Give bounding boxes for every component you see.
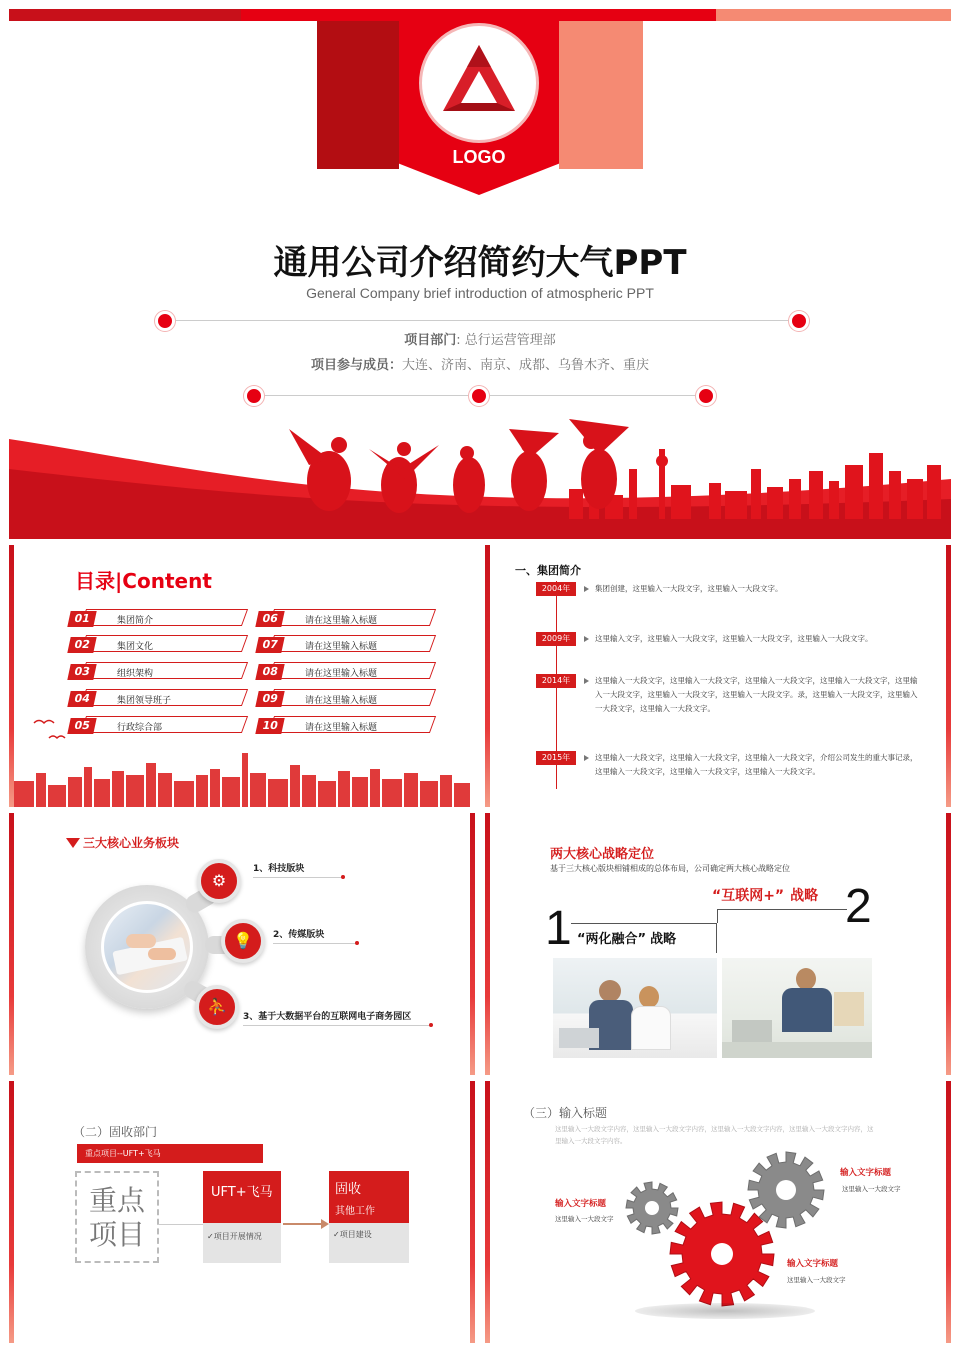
toc-item-frame	[80, 609, 248, 626]
logo-icon	[439, 41, 519, 117]
toc-item-label[interactable]: 请在这里输入标题	[305, 616, 378, 626]
toc-item-frame	[80, 716, 248, 733]
dept-arrow-head	[321, 1219, 329, 1229]
gear-shadow	[635, 1303, 815, 1319]
strategy-bracket-1	[571, 923, 717, 953]
dept-heading: （二）固收部门	[73, 1125, 158, 1139]
business-item-underline	[243, 1025, 429, 1026]
strategy-heading: 两大核心战略定位	[550, 847, 655, 862]
right-accent	[470, 813, 475, 1075]
business-item-dot	[429, 1023, 433, 1027]
members-value: 大连、济南、南京、成都、乌鲁木齐、重庆	[402, 358, 650, 373]
card-2-title: 固收	[335, 1182, 362, 1197]
business-item-dot	[355, 941, 359, 945]
business-item-label: 3、基于大数据平台的互联网电子商务园区	[243, 1012, 412, 1022]
toc-item-number: 07	[255, 637, 284, 653]
gears-slide	[485, 1081, 951, 1343]
timeline-text: 集团创建，这里输入一大段文字，这里输入一大段文字。	[595, 584, 783, 593]
business-item-label: 1、科技版块	[253, 864, 305, 874]
timeline-arrow	[584, 586, 589, 592]
timeline-arrow	[584, 636, 589, 642]
timeline-text: 这里输入一大段文字，这里输入一大段文字，这里输入一大段文字，这里输入一大段文字，这里输入一大段文字，这里输入一大段文字，这里输入一大段文字。录，这里输入一大段文字，这里输入一大段文字，这里输入一大段文字。	[595, 676, 918, 713]
cover-slide	[9, 9, 951, 539]
gears-desc: 这里输入一大段文字内容，这里输入一大段文字内容，这里输入一大段文字内容，这里输入一大段文字内容，这里输入一大段文字内容。	[555, 1125, 874, 1145]
card-2-item: ✓项目建设	[333, 1230, 372, 1239]
strategy-num-2: 2	[845, 880, 872, 933]
banner-left	[317, 21, 399, 169]
toc-item-number: 06	[255, 611, 284, 627]
banner-right	[559, 21, 643, 169]
toc-item-number: 08	[255, 664, 284, 680]
timeline-arrow	[584, 678, 589, 684]
card-1-title: UFT+飞马	[211, 1185, 273, 1200]
toc-item-number: 04	[67, 691, 96, 707]
office-photo-1	[553, 958, 717, 1058]
gear-label-bottom-sub: 这里输入一大段文字	[787, 1276, 846, 1284]
strategy-bracket-2	[717, 909, 847, 923]
timeline-text: 这里输入一大段文字，这里输入一大段文字，这里输入一大段文字，介绍公司发生的重大事记录，这里输入一大段文字，这里输入一大段文字，这里输入一大段文字。	[595, 753, 918, 776]
card-1-item: ✓项目开展情况	[207, 1232, 262, 1241]
toc-item-number: 09	[255, 691, 284, 707]
card-1-bottom	[203, 1223, 281, 1263]
toc-item-number: 01	[67, 611, 96, 627]
timeline-arrow	[584, 755, 589, 761]
business-heading: 三大核心业务板块	[83, 836, 180, 850]
business-item-dot	[341, 875, 345, 879]
gear-red-icon	[669, 1201, 775, 1307]
timeline-year-badge: 2009年	[536, 632, 576, 646]
cover-subtitle: General Company brief introduction of atmospheric PPT	[306, 285, 654, 301]
office-photo-2	[722, 958, 872, 1058]
left-accent	[485, 1081, 490, 1343]
divider-line	[165, 320, 799, 321]
left-accent	[485, 545, 490, 807]
toc-item-number: 03	[67, 664, 96, 680]
business-slide	[9, 813, 475, 1075]
toc-item-label[interactable]: 集团领导班子	[117, 696, 172, 706]
right-accent	[470, 1081, 475, 1343]
center-photo	[101, 901, 193, 993]
cover-title: 通用公司介绍简约大气PPT	[273, 243, 687, 283]
intro-slide	[485, 545, 951, 807]
left-accent	[485, 813, 490, 1075]
toc-item-label[interactable]: 请在这里输入标题	[305, 669, 378, 679]
business-item-underline	[253, 877, 341, 878]
divider-dot-right	[789, 311, 809, 331]
timeline-year-badge: 2015年	[536, 751, 576, 765]
toc-item-label[interactable]: 请在这里输入标题	[305, 723, 378, 733]
toc-title: 目录|Content	[75, 569, 212, 593]
toc-item-label[interactable]: 集团文化	[117, 642, 154, 652]
gear-label-left-title: 输入文字标题	[555, 1199, 607, 1209]
dept-value: : 总行运营管理部	[456, 333, 556, 348]
dept-arrow	[283, 1223, 323, 1225]
timeline-year-badge: 2004年	[536, 582, 576, 596]
cyclist-icon: ⛹	[195, 985, 239, 1029]
members-label: 项目参与成员：	[310, 358, 402, 373]
top-strip-dark	[9, 9, 241, 21]
strategy-label-2a: “互联网+”	[712, 888, 785, 904]
toc-item-label[interactable]: 请在这里输入标题	[305, 642, 378, 652]
business-item-underline	[273, 943, 355, 944]
strategy-slide	[485, 813, 951, 1075]
key-project-text-2: 项目	[88, 1218, 145, 1251]
gear-label-left-sub: 这里输入一大段文字	[555, 1215, 614, 1223]
toc-slide	[9, 545, 475, 807]
gear-label-right-sub: 这里输入一大段文字	[842, 1185, 901, 1193]
strategy-label-1a: “两化融合”	[577, 932, 647, 947]
top-strip-mid	[241, 9, 716, 21]
toc-skyline-illustration	[14, 745, 470, 807]
divider-dot-2c	[696, 386, 716, 406]
timeline-year-badge: 2014年	[536, 674, 576, 688]
divider-dot-left	[155, 311, 175, 331]
toc-item-number: 05	[67, 718, 96, 734]
left-accent	[9, 1081, 14, 1343]
dept-label: 项目部门	[404, 333, 457, 348]
strategy-desc: 基于三大核心版块相铺相成的总体布局，公司确定两大核心战略定位	[550, 864, 790, 873]
toc-item-number: 10	[255, 718, 284, 734]
business-heading-marker	[66, 838, 80, 848]
divider-dot-2a	[244, 386, 264, 406]
logo-text: LOGO	[452, 147, 506, 167]
strategy-label-2b: 战略	[790, 888, 819, 904]
toc-item-label[interactable]: 组织架构	[117, 669, 154, 679]
toc-item-label[interactable]: 请在这里输入标题	[305, 696, 378, 706]
strategy-label-2	[712, 885, 818, 905]
strategy-num-1: 1	[545, 902, 572, 955]
dept-slide	[9, 1081, 475, 1343]
gear-label-bottom-title: 输入文字标题	[787, 1259, 839, 1269]
dept-connector	[159, 1224, 203, 1225]
lightbulb-hand-icon: 💡	[221, 919, 265, 963]
toc-item-frame	[80, 662, 248, 679]
gears-heading: （三）输入标题	[523, 1106, 608, 1120]
strategy-label-1b: 战略	[650, 932, 677, 947]
cover-skyline-illustration	[9, 409, 951, 539]
top-strip-light	[716, 9, 951, 21]
toc-item-label[interactable]: 集团简介	[117, 616, 154, 626]
members-line	[9, 354, 951, 373]
dept-line	[9, 329, 951, 348]
toc-item-label[interactable]: 行政综合部	[117, 723, 163, 733]
business-item-label: 2、传媒版块	[273, 930, 325, 940]
gear-label-right-title: 输入文字标题	[840, 1168, 892, 1178]
key-project-text-1: 重点	[88, 1184, 145, 1217]
right-accent	[946, 813, 951, 1075]
right-accent	[946, 1081, 951, 1343]
left-accent	[9, 813, 14, 1075]
divider-dot-2b	[469, 386, 489, 406]
gear-icon: ⚙	[197, 859, 241, 903]
card-2-sub: 其他工作	[335, 1206, 375, 1217]
toc-item-number: 02	[67, 637, 96, 653]
intro-heading: 一、集团简介	[515, 564, 581, 577]
right-accent	[946, 545, 951, 807]
timeline-text: 这里输入文字，这里输入一大段文字，这里输入一大段文字，这里输入一大段文字。	[595, 634, 873, 643]
dept-tag: 重点项目--UFT+飞马	[77, 1144, 263, 1163]
toc-item-frame	[80, 635, 248, 652]
